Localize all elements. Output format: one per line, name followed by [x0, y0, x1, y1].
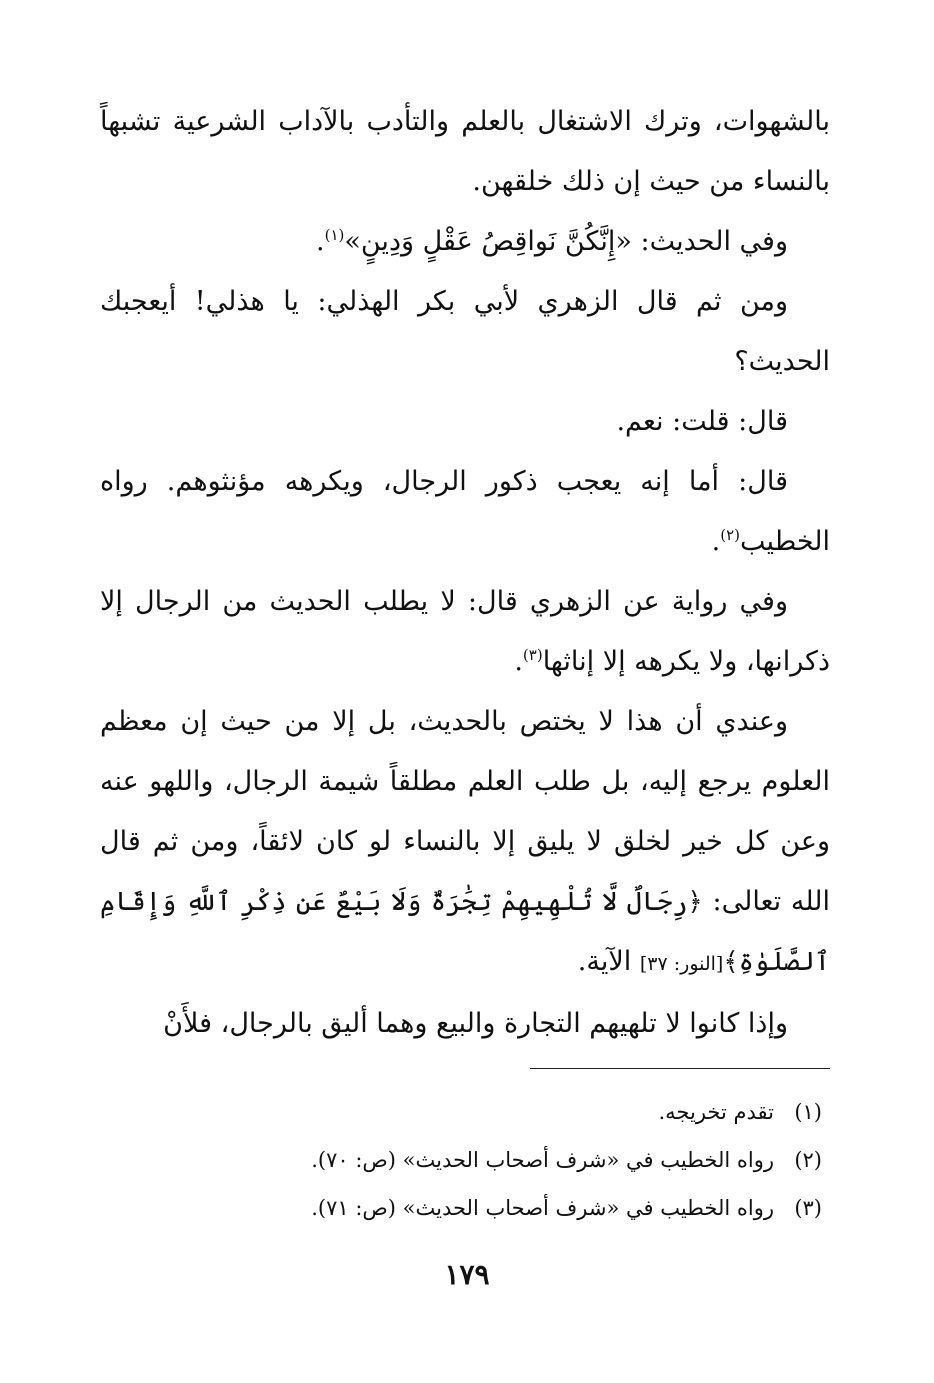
- footnote-text: رواه الخطيب في «شرف أصحاب الحديث» (ص: ٧١).: [311, 1196, 774, 1220]
- paragraph-text: قال: قلت: نعم.: [616, 406, 788, 437]
- footnote-1: [222, 1088, 822, 1136]
- paragraph-text: ومن ثم قال الزهري لأبي بكر الهذلي: يا هذلي! أيعجبك الحديث؟: [100, 286, 830, 377]
- verse-reference: [النور: ٣٧]: [639, 953, 724, 975]
- paragraph-text: وفي رواية عن الزهري قال: لا يطلب الحديث من الرجال إلا ذكرانها، ولا يكرهه إلا إناثها: [100, 586, 830, 677]
- footnote-number: (٢): [794, 1148, 822, 1172]
- footnote-number: (٣): [794, 1196, 822, 1220]
- paragraph-tail: .: [315, 226, 325, 257]
- footnotes: [222, 1088, 822, 1232]
- footnote-2: [222, 1136, 822, 1184]
- quran-verse: ﴿رِجَالٌ لَّا تُلْهِيهِمْ تِجَٰرَةٌ وَلَا بَيْعٌ عَن ذِكْرِ ٱللَّهِ وَإِقَامِ ٱلصَّلَوٰةِ﴾: [100, 887, 830, 977]
- paragraph-text: قال: أما إنه يعجب ذكور الرجال، ويكرهه مؤنثوهم. رواه الخطيب: [100, 466, 830, 557]
- paragraph-7: [100, 692, 830, 994]
- paragraph-4: [100, 392, 830, 452]
- paragraph-8: [100, 994, 830, 1054]
- footnote-number: (١): [794, 1100, 822, 1124]
- paragraph-5: [100, 452, 830, 572]
- paragraph-tail: .: [711, 526, 721, 557]
- paragraph-tail: الآية.: [577, 946, 640, 977]
- paragraph-1: [100, 92, 830, 212]
- footnote-marker[interactable]: (١): [324, 226, 345, 244]
- footnote-separator: [530, 1068, 830, 1069]
- main-text: [100, 92, 830, 1054]
- paragraph-tail: .: [514, 646, 523, 677]
- footnote-text: تقدم تخريجه.: [658, 1100, 774, 1124]
- page-number: ١٧٩: [444, 1258, 490, 1291]
- paragraph-text: بالشهوات، وترك الاشتغال بالعلم والتأدب بالآداب الشرعية تشبهاً بالنساء من حيث إن ذلك خلقهن.: [100, 106, 830, 197]
- footnote-text: رواه الخطيب في «شرف أصحاب الحديث» (ص: ٧٠).: [311, 1148, 774, 1172]
- paragraph-6: [100, 572, 830, 692]
- paragraph-2: [100, 212, 830, 272]
- paragraph-text: وعندي أن هذا لا يختص بالحديث، بل إلا من حيث إن معظم العلوم يرجع إليه، بل طلب العلم مطلقاً شيمة الرجال، واللهو عنه وعن كل خير لخلق لا يليق إلا بالنساء لو كان لائقاً، ومن ثم قال الله تعالى:: [100, 706, 830, 917]
- footnote-3: [222, 1184, 822, 1232]
- paragraph-3: [100, 272, 830, 392]
- paragraph-text: وفي الحديث: «إِنَّكُنَّ نَواقِصُ عَقْلٍ وَدِينٍ»: [344, 226, 788, 257]
- paragraph-text: وإذا كانوا لا تلهيهم التجارة والبيع وهما أليق بالرجال، فلأَنْ: [163, 1008, 788, 1039]
- footnote-marker[interactable]: (٣): [522, 646, 543, 664]
- footnote-marker[interactable]: (٢): [720, 526, 741, 544]
